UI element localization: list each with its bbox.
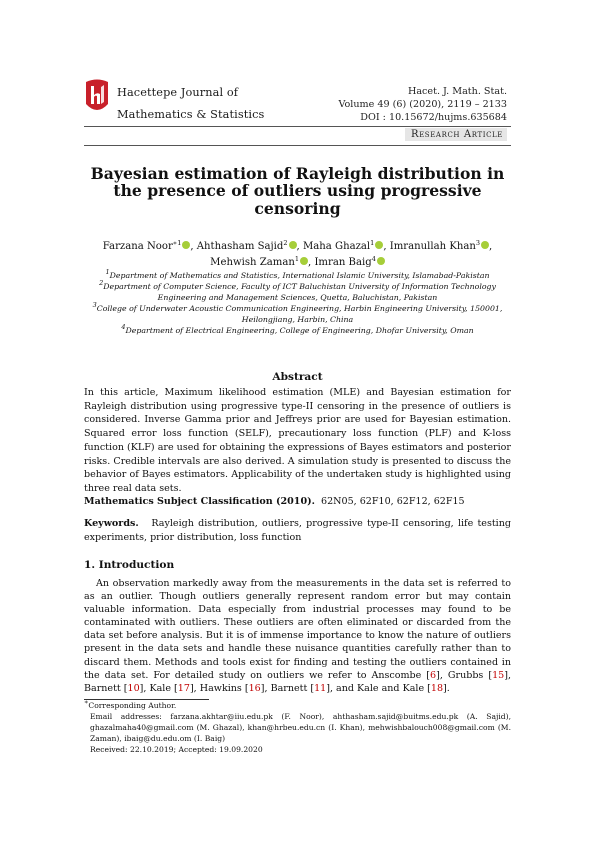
volume-pages: Volume 49 (6) (2020), 2119 – 2133 [338,99,507,110]
citation-link[interactable]: 11 [314,682,327,694]
msc-classification [84,496,511,507]
ref-sep: , [439,669,448,681]
author-sup: 3 [475,239,481,247]
footnote-emails: Email addresses: farzana.akhtar@iiu.edu.pk (F. Noor), ahthasham.sajid@buitms.edu.pk (A. Sajid), ghazalmaha40@gmail.com (M. Ghazal), khan@hrbeu.edu.cn (I. Khan), mehwishbalouch008@gmail.com (M. Zaman), ibaig@du.edu.om (I. Baig) [90,711,511,743]
title-line: censoring [254,198,341,218]
affiliation-continued: Engineering and Management Sciences, Quetta, Baluchistan, Pakistan [157,293,438,302]
author-name: Farzana Noor [102,241,173,252]
citation-link[interactable]: 16 [248,682,261,694]
journal-name-line2: Mathematics & Statistics [117,108,265,121]
journal-logo [84,78,110,116]
ref-author: Barnett [270,682,308,694]
paper-title [60,165,535,217]
ref-author: Grubbs [447,669,484,681]
citation-link[interactable]: 10 [127,682,140,694]
citation-link[interactable]: 17 [177,682,190,694]
intro-text: An observation markedly away from the measurements in the data set is referred to as an outlier. Though outliers generally represent random error but may contain valuable information. Data especially from industrial processes may found to be contaminated with outliers. These outliers are often eliminated or discarded from the data set before analysis. But it is of immense importance to know the nature of outliers present in the data sets and handle these nuisance quantities carefully rather than to discard them. Methods and tools exist for finding and testing the outliers contained in the data set. For detailed study on outliers we refer to [84,578,511,681]
orcid-icon[interactable] [377,257,385,265]
ref-sep: , [507,669,511,681]
author-sup: 2 [283,239,288,247]
affiliation-text: Department of Electrical Engineering, College of Engineering, Dhofar University, Oman [125,326,474,335]
author-name: Imran Baig [314,257,372,268]
intro-paragraph: An observation markedly away from the measurements in the data set is referred to as an outlier. Though outliers generally represent random error but may contain valuable information. Data especially from industrial processes may found to be contaminated with outliers. These outliers are often eliminated or discarded from the data set before analysis. But it is of immense importance to know the nature of outliers present in the data sets and handle these nuisance quantities carefully rather than to discard them. Methods and tools exist for finding and testing the outliers contained in the data set. For detailed study on outliers we refer to Anscombe [6], Grubbs [15], Barnett [10], Kale [17], Hawkins [16], Barnett [11], and Kale and Kale [18]. [84,578,511,694]
ref-author: Barnett [84,682,121,694]
affiliation-num: 2 [99,279,104,287]
orcid-icon[interactable] [375,241,383,249]
author-name: Maha Ghazal [302,241,371,252]
affiliation [70,281,525,292]
doi: DOI : 10.15672/hujms.635684 [360,112,507,123]
orcid-icon[interactable] [182,241,190,249]
header-rule-lower [84,145,511,146]
msc-value: 62N05, 62F10, 62F12, 62F15 [321,496,465,507]
keywords-label: Keywords. [84,518,139,529]
section-heading: 1. Introduction [84,559,175,571]
affiliation [70,270,525,281]
affiliation-text: College of Underwater Acoustic Communication Engineering, Harbin Engineering University, 150001, [96,304,503,313]
footnote-received: Received: 22.10.2019; Accepted: 19.09.2020 [90,744,263,754]
citation-link[interactable]: 15 [492,669,505,681]
ref-author: Kale [149,682,172,694]
keywords [84,517,511,544]
abstract-heading: Abstract [272,371,323,383]
author-name: Imranullah Khan [389,241,476,252]
footnote-rule [84,699,209,700]
ref-sep: , [193,682,200,694]
affiliation-num: 3 [92,301,97,309]
abstract-text: In this article, Maximum likelihood estimation (MLE) and Bayesian estimation for Rayleigh distribution using progressive type-II censoring in the presence of outliers is considered. Inverse Gamma prior and Jeffreys prior are used for Bayesian estimation. Squared error loss function (SELF), precautionary loss function (PLF) and K-loss function (KLF) are used for obtaining the expressions of Bayes estimators and posterior risks. Credible intervals are also derived. A simulation study is presented to discuss the behavior of Bayes estimators. Applicability of the undertaken study is highlighted using three real data sets. [84,387,511,494]
author-sup: 1 [370,239,375,247]
footnotes [84,698,511,756]
author-list: Farzana Noor$^{∗1}$ , Ahthasham Sajid$^2$ , Maha Ghazal$^1$ , Imranullah Khan$^3$ , Mehwish Zaman$^1$ , Imran Baig$^4$ [102,239,493,268]
ref-author: Hawkins [199,682,242,694]
affiliation [70,303,525,314]
citation-link[interactable]: 6 [430,669,437,681]
affiliation-num: 4 [121,323,126,331]
journal-abbrev: Hacet. J. Math. Stat. [407,86,507,97]
header-rule [84,126,511,127]
citation-meta [338,85,507,124]
author-name: Ahthasham Sajid [196,241,284,252]
ref-author: Kale and Kale [357,682,425,694]
ref-sep: , [143,682,150,694]
affiliation-continued: Heilongjiang, Harbin, China [241,315,354,324]
ref-sep: , and [329,682,358,694]
title-line: Bayesian estimation of Rayleigh distribution in [90,164,505,183]
affiliation-num: 1 [105,268,110,276]
ref-author: Anscombe [371,669,422,681]
orcid-icon[interactable] [300,257,308,265]
affiliation-text: Department of Computer Science, Faculty of ICT Baluchistan University of Information Technology [103,282,496,291]
affiliation-text: Department of Mathematics and Statistics, International Islamic University, Islamabad-Pakistan [109,271,490,280]
article-type-badge: Research Article [405,128,507,141]
ref-sep: , [264,682,271,694]
affiliation [70,325,525,336]
author-sup: 4 [371,255,376,263]
author-sup: ∗1 [172,239,182,247]
journal-name-line1: Hacettepe Journal of [117,86,239,99]
ref-sep: . [446,682,450,694]
orcid-icon[interactable] [481,241,489,249]
footnote-text: Corresponding Author. [88,701,177,710]
affiliations [70,270,525,336]
msc-label: Mathematics Subject Classification (2010). [84,496,315,507]
author-name: Mehwish Zaman [210,257,295,268]
footnote-corresponding: ∗Corresponding Author. [84,698,177,710]
orcid-icon[interactable] [289,241,297,249]
title-line: the presence of outliers using progressive [113,181,482,201]
citation-link[interactable]: 18 [430,682,444,694]
author-sup: 1 [294,255,300,263]
keywords-value: Rayleigh distribution, outliers, progressive type-II censoring, life testing experiments, prior distribution, loss function [84,518,511,543]
